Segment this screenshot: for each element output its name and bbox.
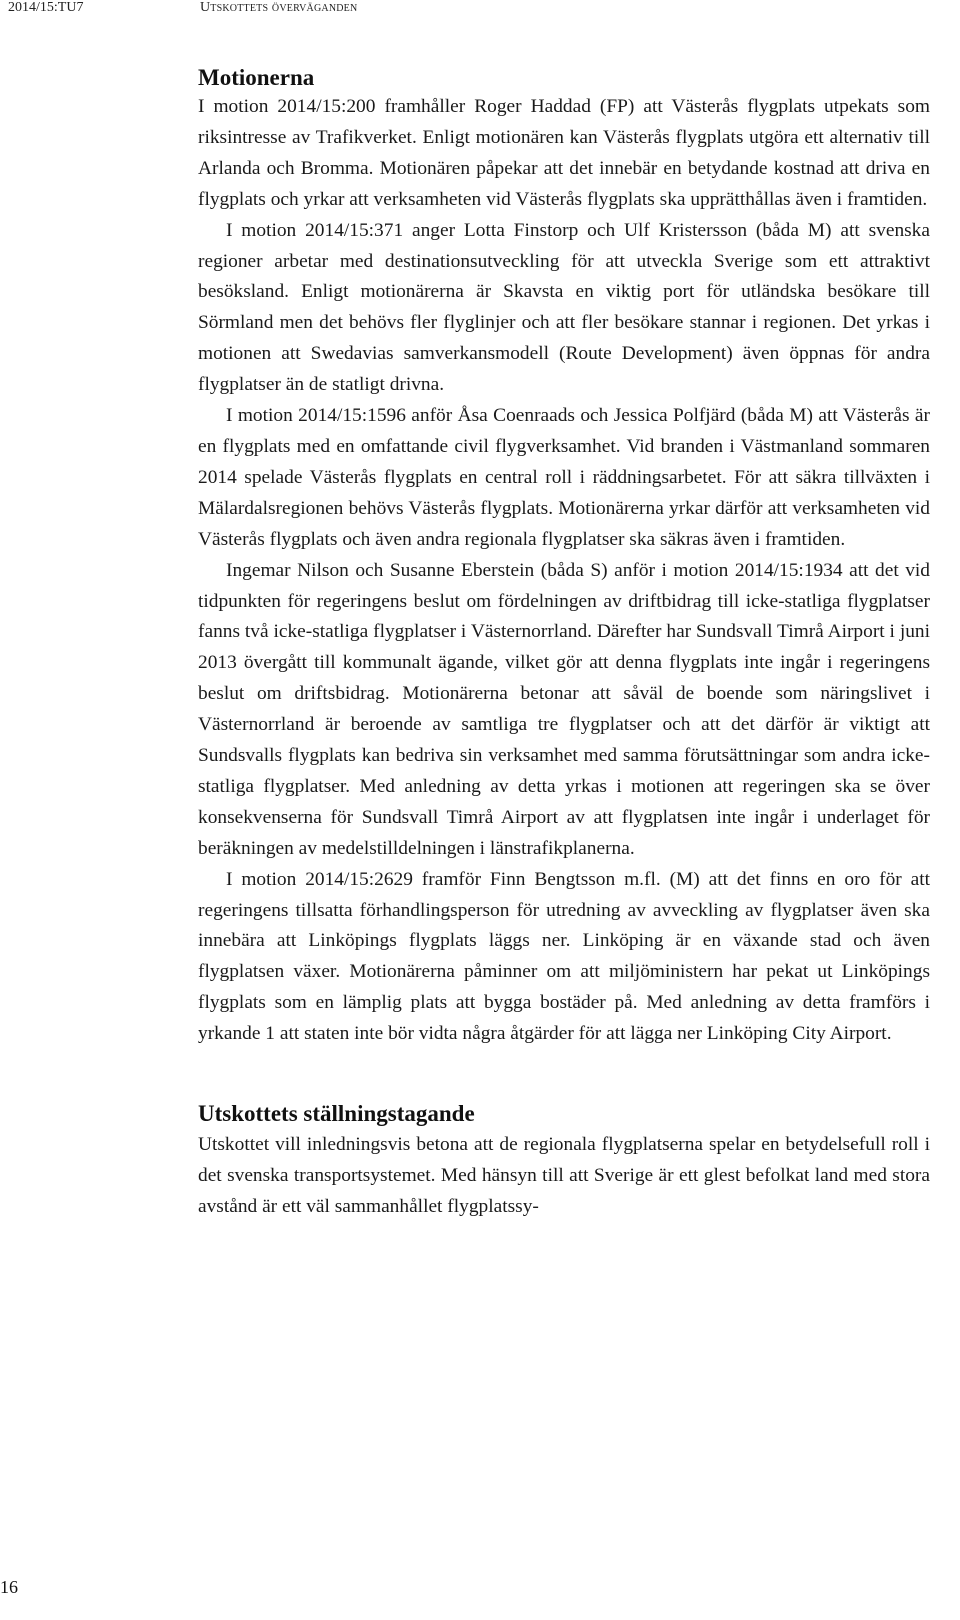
- main-content: [198, 58, 930, 1223]
- page-number: 16: [0, 1577, 18, 1597]
- heading-committee-position: Utskottets ställningstagande: [198, 1101, 475, 1127]
- heading-motions: Motionerna: [198, 65, 315, 90]
- paragraph-motion-200: I motion 2014/15:200 framhåller Roger Haddad (FP) att Västerås flygplats utpekats som riksintresse av Trafikverket. Enligt motionären kan Västerås flygplats utgöra ett alternativ till Arlanda och Bromma. Motionären påpekar att det innebär en betydande kostnad att driva en flygplats och yrkar att verksamheten vid Västerås flygplats ska upprätthållas även i framtiden.: [198, 96, 930, 210]
- paragraph-motion-1934: Ingemar Nilson och Susanne Eberstein (båda S) anför i motion 2014/15:1934 att det vid tidpunkten för regeringens beslut om fördelningen av driftbidrag till icke-statliga flygplatser fanns två icke-statliga flygplatser i Västernorrland. Därefter har Sundsvall Timrå Airport i juni 2013 övergått till kommunalt ägande, vilket gör att denna flygplats inte ingår i regeringens beslut om driftsbidrag. Motionärerna betonar att såväl de boende som näringslivet i Västernorrland är beroende av samtliga tre flygplatser och att det därför är viktigt att Sundsvalls flygplats kan bedriva sin verksamhet med samma förutsättningar som andra icke-statliga flygplatser. Med anledning av detta yrkas i motionen att regeringen ska se över konsekvenserna för Sundsvall Timrå Airport av att flygplatsen inte ingår i underlaget för beräkningen av medelstilldelningen i länstrafikplanerna.: [198, 559, 930, 859]
- paragraph-motion-2629: I motion 2014/15:2629 framför Finn Bengtsson m.fl. (M) att det finns en oro för att regeringens tillsatta förhandlingsperson för utredning av avveckling av flygplatser även ska innebära att Linköpings flygplats läggs ner. Linköping är en växande stad och även flygplatsen växer. Motionärerna påminner om att miljöministern har pekat ut Linköpings flygplats som en lämplig plats att bygga bostäder på. Med anledning av detta framförs i yrkande 1 att staten inte bör vidta några åtgärder för att lägga ner Linköping City Airport.: [198, 868, 930, 1045]
- document-id: 2014/15:TU7: [8, 0, 84, 15]
- paragraph-motion-371: I motion 2014/15:371 anger Lotta Finstorp och Ulf Kristersson (båda M) att svenska regioner arbetar med destinationsutveckling för att utveckla Sverige som ett attraktivt besöksland. Enligt motionärerna är Skavsta en viktig port för utländska besökare till Sörmland men det behövs fler flyglinjer och att fler besökare stannar i regionen. Det yrkas i motionen att Swedavias samverkansmodell (Route Development) även öppnas för andra flygplatser än de statligt drivna.: [198, 219, 930, 396]
- paragraph-motion-1596: I motion 2014/15:1596 anför Åsa Coenraads och Jessica Polfjärd (båda M) att Västerås är en flygplats med en omfattande civil flygverksamhet. Vid branden i Västmanland sommaren 2014 spelade Västerås flygplats en central roll i räddningsarbetet. För att säkra tillväxten i Mälardalsregionen behövs Västerås flygplats. Motionärerna yrkar därför att verksamheten vid Västerås flygplats och även andra regionala flygplatser ska säkras även i framtiden.: [198, 405, 930, 550]
- running-section-label: Utskottets överväganden: [200, 0, 358, 15]
- paragraph-committee-position: Utskottet vill inledningsvis betona att de regionala flygplatserna spelar en betydelsefull roll i det svenska transportsystemet. Med hänsyn till att Sverige är ett glest befolkat land med stora avstånd är ett väl sammanhållet flygplatssy-: [198, 1134, 930, 1217]
